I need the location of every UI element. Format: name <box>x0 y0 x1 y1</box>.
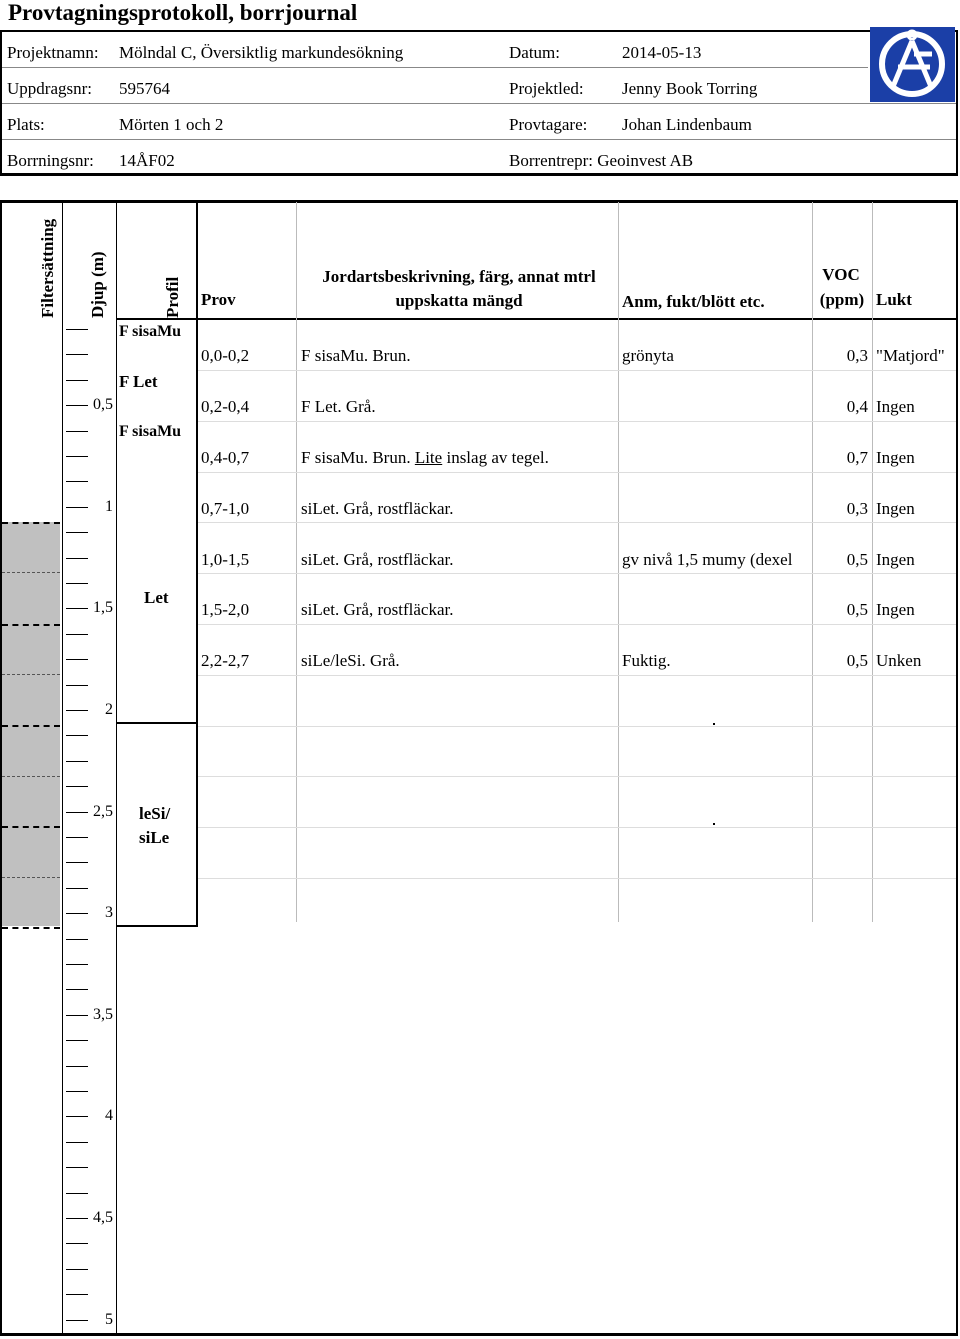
row-divider <box>198 472 956 473</box>
col-header-voc-unit: (ppm) <box>819 290 865 309</box>
depth-tick <box>66 659 88 660</box>
field-value: Johan Lindenbaum <box>622 115 752 134</box>
filter-dash <box>2 674 60 675</box>
row-divider <box>198 675 956 676</box>
depth-tick <box>66 964 88 965</box>
filter-screen <box>2 522 60 926</box>
sample-depth: 0,4-0,7 <box>201 448 250 467</box>
description-text: siLet. Grå, rostfläckar. <box>301 550 454 569</box>
sample-depth: 1,5-2,0 <box>201 600 250 619</box>
description-underlined: Lite <box>414 448 443 467</box>
sample-odor: Unken <box>876 651 922 670</box>
sample-odor: Ingen <box>876 600 915 619</box>
sample-voc: 0,3 <box>846 499 868 518</box>
row-divider <box>198 522 956 523</box>
col-header-description: Jordartsbeskrivning, färg, annat mtrl <box>322 267 596 286</box>
description-text: F sisaMu. Brun. <box>301 448 415 467</box>
sample-voc: 0,5 <box>846 550 868 569</box>
sample-description <box>301 550 453 570</box>
row-divider <box>198 421 956 422</box>
sample-description <box>301 346 411 366</box>
sample-remark: grönyta <box>622 346 674 365</box>
depth-label: 3 <box>105 904 113 921</box>
depth-label: 2 <box>105 701 113 718</box>
col-header-description-2: uppskatta mängd <box>395 291 523 310</box>
depth-tick <box>66 1091 88 1092</box>
depth-tick <box>66 1193 88 1194</box>
field-value: 2014-05-13 <box>622 43 702 62</box>
filter-dash <box>2 572 60 573</box>
af-logo-icon <box>870 27 955 102</box>
header-divider <box>2 103 956 104</box>
depth-tick <box>66 583 88 584</box>
depth-label: 3,5 <box>93 1006 113 1023</box>
depth-tick <box>66 329 88 330</box>
depth-tick <box>66 481 88 482</box>
row-divider <box>198 370 956 371</box>
depth-tick <box>66 685 88 686</box>
profile-label: Let <box>144 588 169 607</box>
sample-voc: 0,5 <box>846 651 868 670</box>
profile-label: F Let <box>119 372 158 391</box>
depth-label: 1 <box>105 498 113 515</box>
depth-label: 0,5 <box>93 396 113 413</box>
col-divider <box>196 202 198 926</box>
profile-label: F sisaMu <box>119 323 182 340</box>
depth-tick <box>66 456 88 457</box>
profile-label: siLe <box>139 828 170 847</box>
sample-remark: Fuktig. <box>622 651 671 670</box>
depth-tick <box>66 1142 88 1143</box>
depth-tick <box>66 380 88 381</box>
filter-dash <box>2 725 60 727</box>
sample-depth: 0,2-0,4 <box>201 397 250 416</box>
depth-label: 2,5 <box>93 803 113 820</box>
header-bottom-border <box>0 173 958 176</box>
field-value: Mölndal C, Översiktlig markundesökning <box>119 43 404 62</box>
sample-odor: "Matjord" <box>876 346 945 365</box>
depth-tick <box>66 837 88 838</box>
col-header-sample: Prov <box>201 290 236 309</box>
field-label: Provtagare: <box>509 115 588 134</box>
depth-tick <box>66 939 88 940</box>
depth-tick <box>66 735 88 736</box>
description-text: F Let. Grå. <box>301 397 376 416</box>
depth-tick <box>66 862 88 863</box>
row-divider <box>198 573 956 574</box>
depth-tick <box>66 786 88 787</box>
depth-tick <box>66 1040 88 1041</box>
sample-odor: Ingen <box>876 397 915 416</box>
description-rest: inslag av tegel. <box>442 448 549 467</box>
depth-tick <box>66 558 88 559</box>
table-bottom-border <box>0 1333 958 1336</box>
sample-depth: 1,0-1,5 <box>201 550 250 569</box>
field-label: Projektled: <box>509 79 584 98</box>
field-value: Mörten 1 och 2 <box>119 115 224 134</box>
col-header-profile: Profil <box>163 276 182 318</box>
col-header-odor: Lukt <box>876 290 912 309</box>
sample-description <box>301 448 549 468</box>
sample-voc: 0,3 <box>846 346 868 365</box>
table-right-border <box>956 200 958 1336</box>
col-header-remarks: Anm, fukt/blött etc. <box>622 292 765 311</box>
sample-remark: gv nivå 1,5 mumy (dexel <box>622 550 793 569</box>
depth-label: 4,5 <box>93 1209 113 1226</box>
sample-odor: Ingen <box>876 499 915 518</box>
profile-label: leSi/ <box>139 804 171 823</box>
profile-label: F sisaMu <box>119 423 182 440</box>
field-label: Borrentrepr: Geoinvest AB <box>509 151 694 170</box>
col-divider <box>62 202 63 1334</box>
sample-odor: Ingen <box>876 448 915 467</box>
field-value: Jenny Book Torring <box>622 79 758 98</box>
col-divider <box>296 202 297 922</box>
filter-dash <box>2 624 60 626</box>
field-label: Uppdragsnr: <box>7 79 92 98</box>
row-divider <box>198 827 956 828</box>
header-row-bottom <box>116 318 956 320</box>
depth-tick <box>66 761 88 762</box>
filter-dash <box>2 826 60 828</box>
sample-depth: 2,2-2,7 <box>201 651 250 670</box>
profile-divider <box>116 722 196 724</box>
col-header-voc: VOC <box>822 265 860 284</box>
header-divider <box>2 139 956 140</box>
depth-tick <box>66 1066 88 1067</box>
depth-tick <box>66 532 88 533</box>
depth-tick <box>66 354 88 355</box>
sample-depth: 0,0-0,2 <box>201 346 250 365</box>
field-value: 595764 <box>119 79 170 98</box>
depth-tick <box>66 1167 88 1168</box>
sample-description <box>301 499 453 519</box>
sample-voc: 0,4 <box>846 397 868 416</box>
filter-dash <box>2 927 60 929</box>
field-label: Projektnamn: <box>7 43 99 62</box>
row-divider <box>198 776 956 777</box>
field-label: Plats: <box>7 115 45 134</box>
depth-label: 5 <box>105 1311 113 1328</box>
col-header-depth: Djup (m) <box>88 251 107 318</box>
col-header-filter: Filtersättning <box>38 218 57 318</box>
field-label: Datum: <box>509 43 560 62</box>
depth-tick <box>66 431 88 432</box>
description-text: siLet. Grå, rostfläckar. <box>301 600 454 619</box>
depth-tick <box>66 1294 88 1295</box>
description-text: F sisaMu. Brun. <box>301 346 411 365</box>
sample-description <box>301 600 453 620</box>
page-title: Provtagningsprotokoll, borrjournal <box>8 0 358 25</box>
sample-depth: 0,7-1,0 <box>201 499 250 518</box>
sample-odor: Ingen <box>876 550 915 569</box>
sample-voc: 0,7 <box>846 448 868 467</box>
dot-mark <box>713 823 715 825</box>
field-label: Borrningsnr: <box>7 151 94 170</box>
depth-tick <box>66 1243 88 1244</box>
col-divider <box>116 202 117 1334</box>
filter-dash <box>2 877 60 878</box>
header-right-border <box>956 30 958 176</box>
row-divider <box>198 624 956 625</box>
depth-tick <box>66 888 88 889</box>
depth-tick <box>66 634 88 635</box>
row-divider <box>198 726 956 727</box>
field-value: 14ÅF02 <box>119 151 175 170</box>
col-divider <box>618 202 619 922</box>
filter-dash <box>2 522 60 524</box>
sample-voc: 0,5 <box>846 600 868 619</box>
sample-description <box>301 651 400 671</box>
profile-bottom <box>116 925 198 927</box>
col-divider <box>872 202 873 922</box>
depth-label: 4 <box>105 1107 113 1124</box>
depth-label: 1,5 <box>93 599 113 616</box>
row-divider <box>198 878 956 879</box>
header-divider <box>2 67 868 68</box>
sample-description <box>301 397 376 417</box>
depth-tick <box>66 1269 88 1270</box>
filter-dash <box>2 776 60 777</box>
description-text: siLet. Grå, rostfläckar. <box>301 499 454 518</box>
depth-tick <box>66 989 88 990</box>
table-top-border <box>0 200 958 203</box>
description-text: siLe/leSi. Grå. <box>301 651 400 670</box>
header-top-border <box>0 30 958 32</box>
dot-mark <box>713 723 715 725</box>
